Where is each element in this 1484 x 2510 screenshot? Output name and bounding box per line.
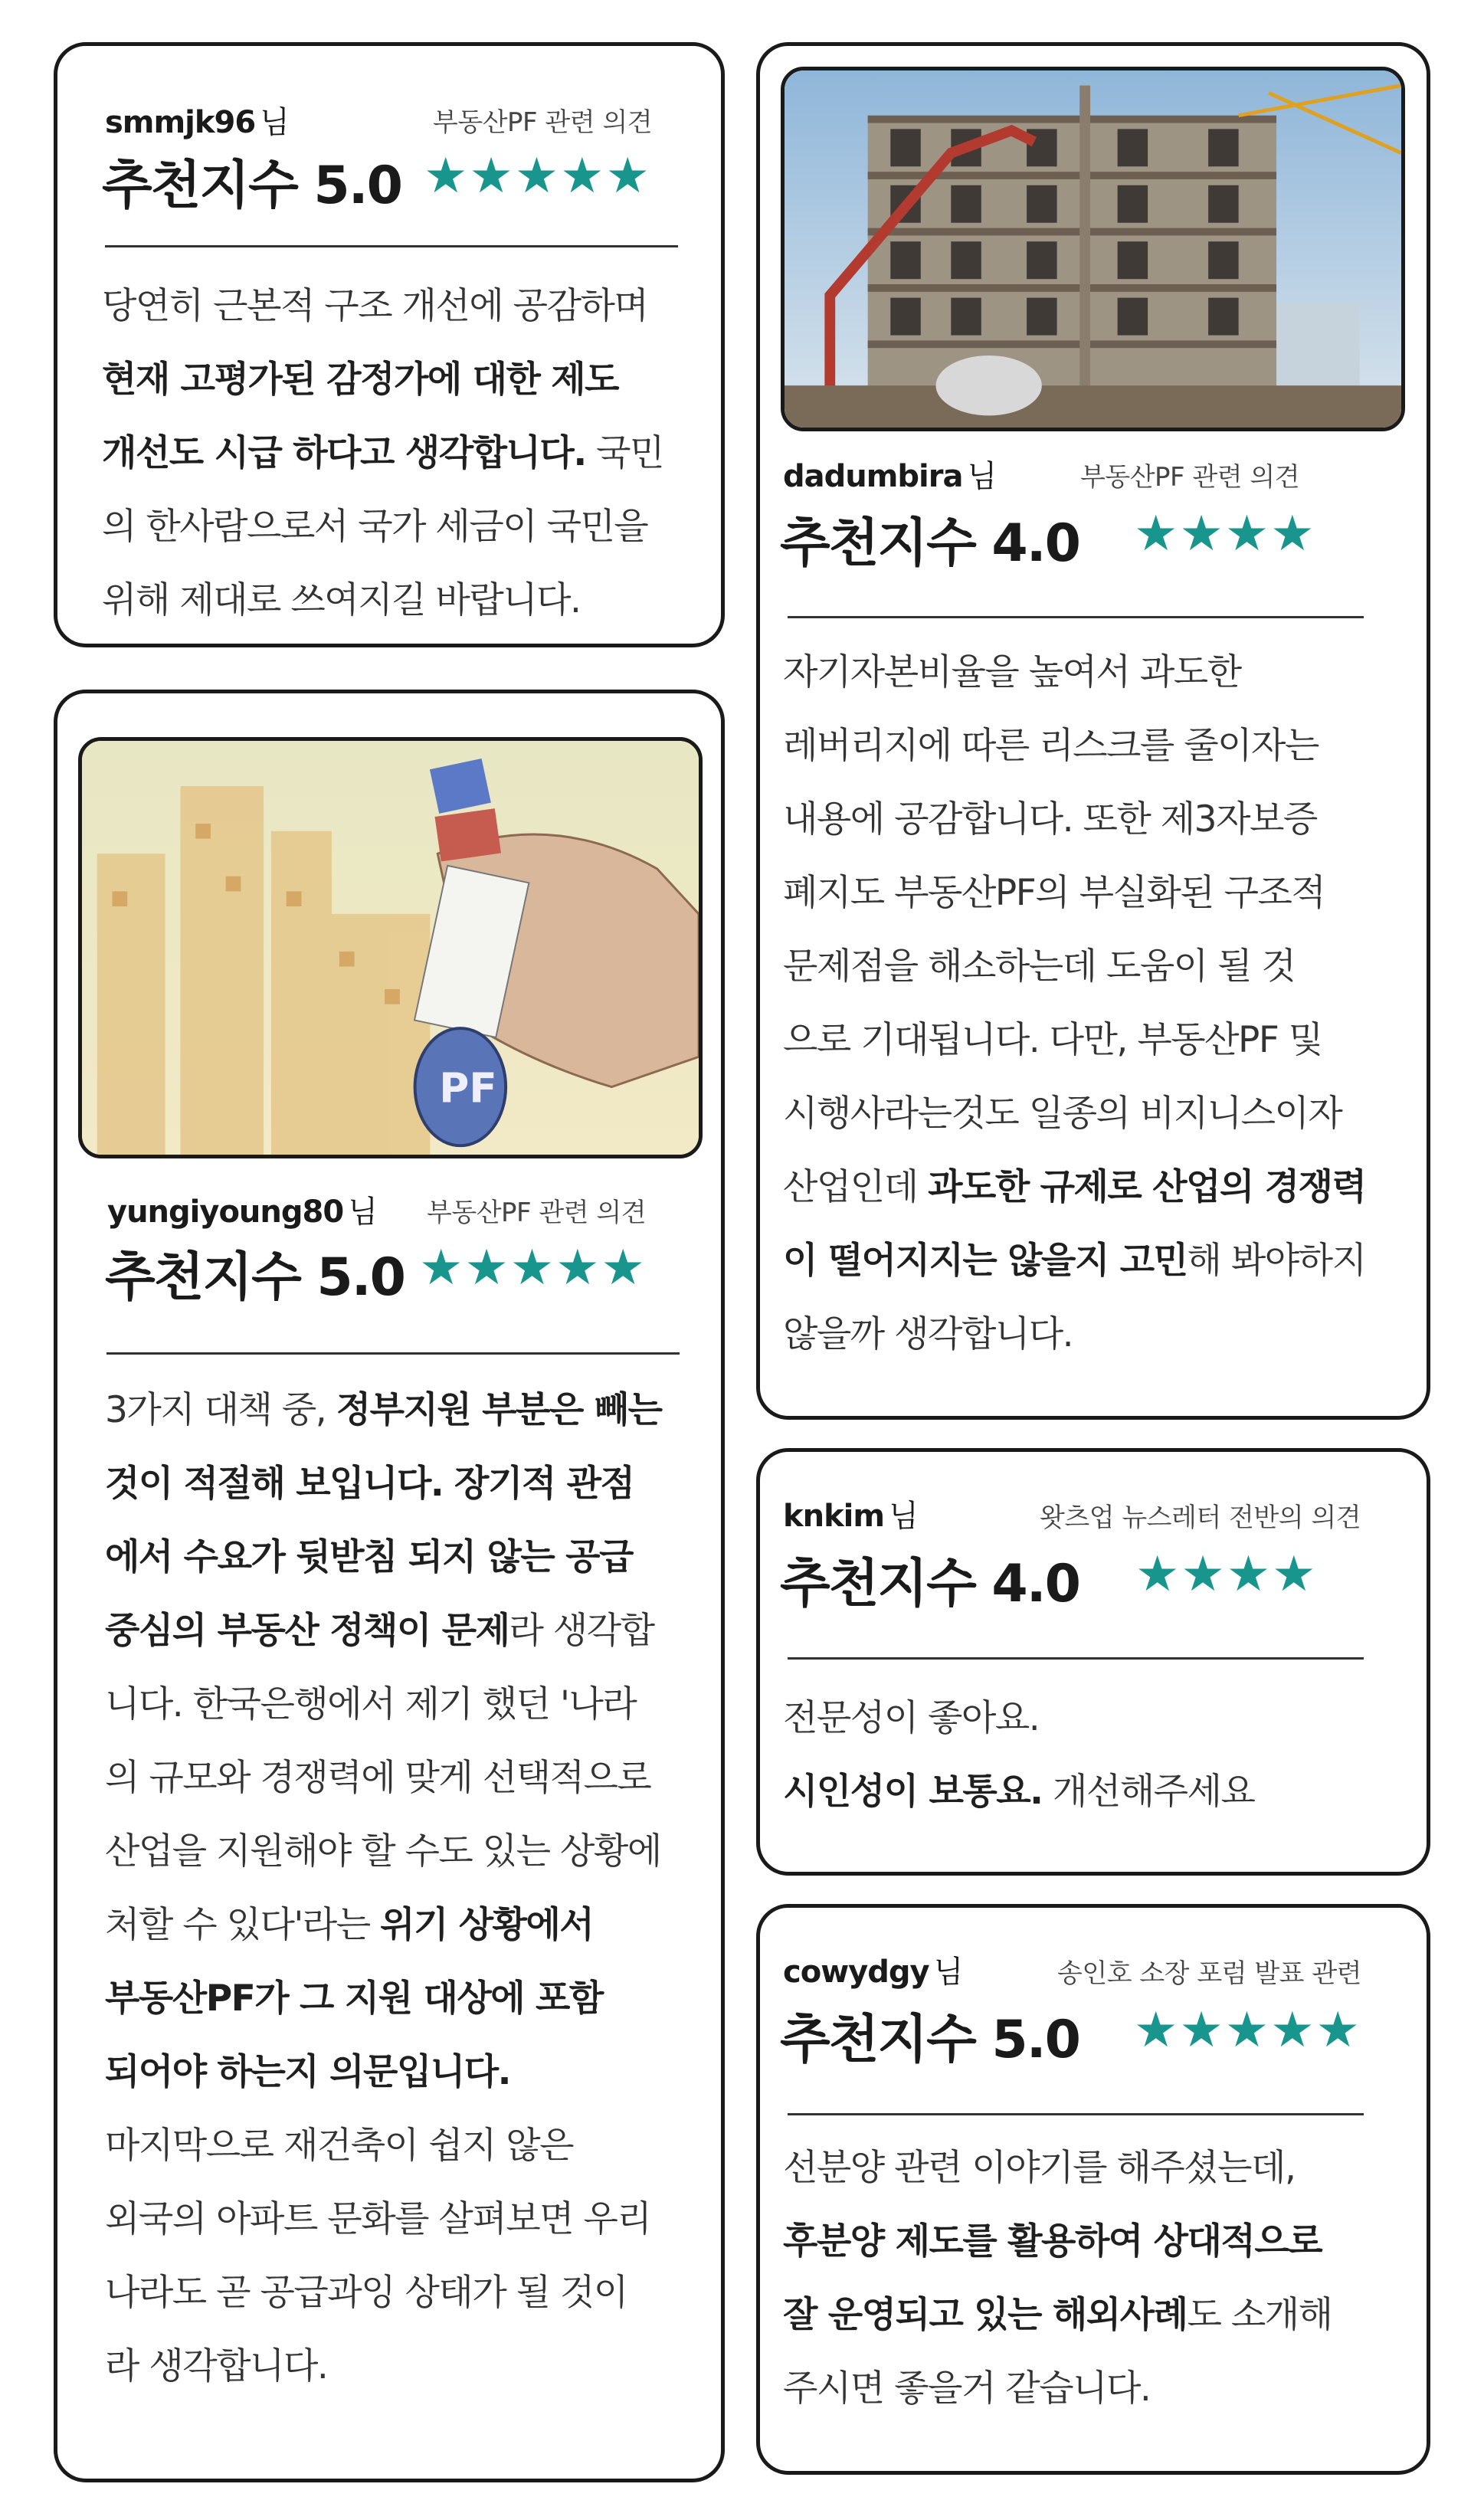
review-text: 처할 수 있다'라는	[105, 1904, 381, 1946]
review-body	[783, 1682, 1254, 1829]
review-text: 도 소개해	[1187, 2294, 1332, 2336]
review-line	[105, 2183, 662, 2256]
review-topic: 부동산PF 관련 의견	[433, 107, 653, 138]
review-line	[102, 490, 663, 564]
review-line	[783, 783, 1365, 857]
construction-site-photo	[781, 67, 1405, 431]
review-text: 레버리지에 따른 리스크를 줄이자는	[783, 725, 1319, 767]
divider	[788, 1657, 1364, 1660]
review-line	[105, 1962, 662, 2036]
divider	[788, 616, 1364, 618]
review-text-bold: 이 떨어지지는 않을지 고민	[783, 1240, 1188, 1282]
review-text-bold: 현재 고평가된 감정가에 대한 제도	[102, 359, 619, 401]
review-text: 않을까 생각합니다.	[783, 1313, 1073, 1355]
review-text: 내용에 공감합니다. 또한 제3자보증	[783, 798, 1317, 840]
review-line	[105, 1815, 662, 1889]
review-line	[102, 564, 663, 637]
review-line	[105, 1594, 662, 1668]
review-text: 폐지도 부동산PF의 부실화된 구조적	[783, 872, 1325, 914]
review-topic: 부동산PF 관련 의견	[427, 1198, 647, 1228]
review-text: 으로 기대됩니다. 다만, 부동산PF 및	[783, 1019, 1322, 1061]
review-text: 주시면 좋을거 같습니다.	[783, 2367, 1151, 2410]
review-line	[105, 1521, 662, 1594]
review-line	[105, 2109, 662, 2183]
review-topic: 왓츠업 뉴스레터 전반의 의견	[1040, 1502, 1361, 1533]
review-text-bold: 시인성이 보통요.	[783, 1771, 1043, 1813]
reviewer-name: dadumbira 님	[783, 459, 997, 494]
review-body	[102, 270, 663, 637]
review-text: 해 봐야하지	[1187, 1240, 1366, 1282]
review-line	[783, 857, 1365, 930]
review-text: 위해 제대로 쓰여지길 바랍니다.	[102, 579, 581, 621]
rating-stars: ★★★★	[1135, 1546, 1318, 1603]
review-line	[783, 930, 1365, 1004]
review-line	[105, 1889, 662, 1962]
review-text: 전문성이 좋아요.	[783, 1697, 1040, 1739]
review-line	[783, 2352, 1332, 2426]
recommend-score: 추천지수 5.0	[780, 2010, 1079, 2070]
review-text: 니다. 한국은행에서 제기 했던 '나라	[105, 1683, 637, 1725]
reviewer-name: smmjk96 님	[105, 105, 289, 140]
review-line	[102, 417, 663, 490]
review-card-yungiyoung80	[54, 690, 725, 2482]
review-line	[783, 709, 1365, 783]
review-text-bold: 정부지원 부분은 빼는	[336, 1389, 662, 1431]
review-text-bold: 잘 운영되고 있는 해외사례	[783, 2294, 1188, 2336]
rating-stars: ★★★★★	[1134, 2002, 1361, 2059]
review-line	[783, 1151, 1365, 1224]
review-text: 시행사라는것도 일종의 비지니스이자	[783, 1093, 1342, 1135]
review-text: 자기자본비율을 높여서 과도한	[783, 651, 1241, 693]
reviewer-name: yungiyoung80 님	[107, 1194, 377, 1230]
review-text: 선분양 관련 이야기를 해주셨는데,	[783, 2147, 1296, 2189]
review-text: 의 규모와 경쟁력에 맞게 선택적으로	[105, 1757, 651, 1799]
review-line	[102, 270, 663, 343]
divider	[788, 2113, 1364, 2115]
review-line	[783, 1077, 1365, 1151]
rating-stars: ★★★★	[1134, 506, 1316, 562]
reviewer-name: knkim 님	[783, 1499, 918, 1534]
recommend-score: 추천지수 4.0	[780, 513, 1079, 574]
review-text-bold: 되어야 하는지 의문입니다.	[105, 2051, 511, 2093]
review-text-bold: 것이 적절해 보입니다. 장기적 관점	[105, 1463, 634, 1505]
review-text-bold: 위기 상황에서	[380, 1904, 594, 1946]
review-text: 국민	[585, 432, 663, 474]
review-line	[105, 2330, 662, 2404]
pf-illustration	[78, 737, 703, 1158]
review-body	[783, 2132, 1332, 2426]
review-topic: 송인호 소장 포럼 발표 관련	[1057, 1958, 1362, 1989]
review-line	[102, 343, 663, 417]
review-text-bold: 에서 수요가 뒷받침 되지 않는 공급	[105, 1536, 633, 1578]
review-text: 라 생각합	[509, 1610, 654, 1652]
rating-stars: ★★★★★	[424, 148, 651, 205]
review-text: 라 생각합니다.	[105, 2345, 328, 2387]
review-line	[105, 2036, 662, 2109]
review-body	[783, 636, 1365, 1371]
review-text: 마지막으로 재건축이 쉽지 않은	[105, 2125, 574, 2167]
review-text: 외국의 아파트 문화를 살펴보면 우리	[105, 2198, 651, 2240]
divider	[105, 245, 678, 247]
review-line	[105, 1668, 662, 1742]
recommend-score: 추천지수 5.0	[102, 156, 401, 216]
review-text: 나라도 곧 공급과잉 상태가 될 것이	[105, 2272, 627, 2314]
review-line	[105, 1447, 662, 1521]
reviewer-name: cowydgy 님	[783, 1955, 963, 1990]
review-line	[783, 1224, 1365, 1298]
review-card-knkim	[756, 1448, 1430, 1876]
review-text: 의 한사람으로서 국가 세금이 국민을	[102, 506, 648, 548]
review-card-cowydgy	[756, 1904, 1430, 2475]
rating-stars: ★★★★★	[419, 1240, 647, 1296]
review-text-bold: 과도한 규제로 산업의 경쟁력	[928, 1166, 1366, 1208]
recommend-score: 추천지수 5.0	[105, 1247, 405, 1308]
review-line	[105, 1742, 662, 1815]
review-line	[783, 2205, 1332, 2279]
review-line	[783, 1298, 1365, 1371]
review-line	[105, 2256, 662, 2330]
review-text-bold: 부동산PF가 그 지원 대상에 포함	[105, 1978, 603, 2020]
review-text-bold: 중심의 부동산 정책이 문제	[105, 1610, 509, 1652]
review-line	[783, 2279, 1332, 2352]
review-line	[783, 636, 1365, 709]
review-text-bold: 개선도 시급 하다고 생각합니다.	[102, 432, 586, 474]
review-text: 문제점을 해소하는데 도움이 될 것	[783, 945, 1296, 988]
divider	[106, 1352, 680, 1355]
review-text: 산업인데	[783, 1166, 929, 1208]
review-topic: 부동산PF 관련 의견	[1080, 462, 1300, 493]
review-card-dadumbira	[756, 42, 1430, 1420]
recommend-score: 추천지수 4.0	[780, 1554, 1079, 1614]
review-line	[783, 1004, 1365, 1077]
review-text-bold: 후분양 제도를 활용하여 상대적으로	[783, 2220, 1322, 2263]
review-card-smmjk96	[54, 42, 725, 647]
review-body	[105, 1374, 662, 2404]
review-text: 산업을 지원해야 할 수도 있는 상황에	[105, 1830, 661, 1873]
review-text: 당연히 근본적 구조 개선에 공감하며	[102, 285, 648, 327]
svg-text:PF: PF	[439, 1064, 497, 1112]
review-line	[783, 1755, 1254, 1829]
review-text: 3가지 대책 중,	[105, 1389, 336, 1431]
review-line	[783, 2132, 1332, 2205]
review-line	[783, 1682, 1254, 1755]
review-line	[105, 1374, 662, 1447]
review-text: 개선해주세요	[1042, 1771, 1255, 1813]
